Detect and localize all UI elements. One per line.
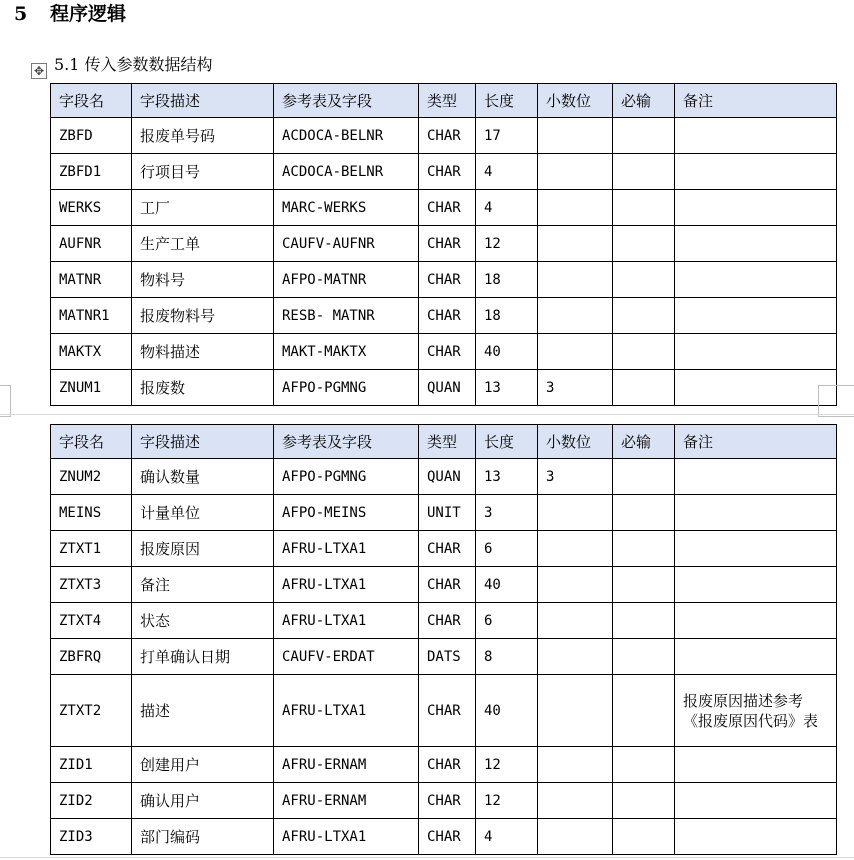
cell-remarks (675, 567, 837, 603)
cell-length: 3 (476, 495, 538, 531)
cell-required (613, 747, 675, 783)
table-header-row (51, 84, 837, 118)
cell-field-desc: 物料描述 (132, 334, 274, 370)
cell-required (613, 118, 675, 154)
params-table-part-2 (50, 424, 837, 855)
column-header-length: 长度 (476, 425, 538, 459)
cell-decimals (538, 190, 613, 226)
cell-decimals (538, 639, 613, 675)
cell-field-name: ZID1 (51, 747, 132, 783)
cell-remarks (675, 190, 837, 226)
cell-decimals (538, 567, 613, 603)
cell-decimals (538, 154, 613, 190)
cell-field-desc: 确认用户 (132, 783, 274, 819)
cell-ref-table-field: AFPO-MEINS (274, 495, 419, 531)
cell-length: 18 (476, 262, 538, 298)
cell-decimals (538, 334, 613, 370)
page-break (0, 857, 854, 858)
column-header-decimals: 小数位 (538, 425, 613, 459)
cell-required (613, 370, 675, 406)
cell-length: 4 (476, 190, 538, 226)
cell-field-desc: 报废数 (132, 370, 274, 406)
page-break (0, 414, 854, 415)
cell-type: CHAR (419, 531, 476, 567)
cell-length: 12 (476, 783, 538, 819)
cell-remarks (675, 334, 837, 370)
column-header-remarks: 备注 (675, 84, 837, 118)
cell-type: CHAR (419, 603, 476, 639)
section-heading (14, 0, 126, 28)
cell-field-name: ZTXT2 (51, 675, 132, 747)
cell-field-name: AUFNR (51, 226, 132, 262)
cell-type: CHAR (419, 783, 476, 819)
cell-length: 13 (476, 459, 538, 495)
cell-decimals (538, 118, 613, 154)
cell-field-desc: 报废原因 (132, 531, 274, 567)
cell-remarks (675, 226, 837, 262)
cell-length: 8 (476, 639, 538, 675)
cell-remarks: 报废原因描述参考《报废原因代码》表 (675, 675, 837, 747)
cell-required (613, 639, 675, 675)
cell-required (613, 783, 675, 819)
cell-type: CHAR (419, 819, 476, 855)
cell-remarks (675, 783, 837, 819)
cell-field-desc: 计量单位 (132, 495, 274, 531)
cell-decimals (538, 226, 613, 262)
cell-length: 13 (476, 370, 538, 406)
cell-length: 40 (476, 675, 538, 747)
cell-required (613, 262, 675, 298)
column-header-ref-table-field: 参考表及字段 (274, 425, 419, 459)
cell-required (613, 226, 675, 262)
cell-decimals (538, 819, 613, 855)
cell-remarks (675, 459, 837, 495)
cell-type: DATS (419, 639, 476, 675)
table-header-row (51, 425, 837, 459)
column-header-field-desc: 字段描述 (132, 425, 274, 459)
cell-field-desc: 生产工单 (132, 226, 274, 262)
cell-decimals (538, 675, 613, 747)
cell-ref-table-field: AFRU-LTXA1 (274, 531, 419, 567)
table-row (51, 370, 837, 406)
table-row (51, 819, 837, 855)
cell-required (613, 459, 675, 495)
cell-decimals (538, 531, 613, 567)
cell-field-name: ZBFD1 (51, 154, 132, 190)
table-row (51, 298, 837, 334)
cell-ref-table-field: CAUFV-ERDAT (274, 639, 419, 675)
cell-field-desc: 打单确认日期 (132, 639, 274, 675)
cell-field-name: ZTXT1 (51, 531, 132, 567)
cell-type: CHAR (419, 118, 476, 154)
cell-remarks (675, 298, 837, 334)
cell-field-desc: 状态 (132, 603, 274, 639)
cell-decimals (538, 495, 613, 531)
column-header-type: 类型 (419, 425, 476, 459)
cell-decimals (538, 298, 613, 334)
column-header-type: 类型 (419, 84, 476, 118)
cell-required (613, 495, 675, 531)
cell-field-name: MATNR1 (51, 298, 132, 334)
cell-field-name: ZNUM2 (51, 459, 132, 495)
cell-field-name: ZBFRQ (51, 639, 132, 675)
cell-type: CHAR (419, 567, 476, 603)
cell-field-name: ZNUM1 (51, 370, 132, 406)
cell-required (613, 190, 675, 226)
cell-field-name: ZID3 (51, 819, 132, 855)
cell-required (613, 154, 675, 190)
cell-field-desc: 工厂 (132, 190, 274, 226)
cell-length: 12 (476, 747, 538, 783)
cell-ref-table-field: AFRU-ERNAM (274, 747, 419, 783)
cell-length: 12 (476, 226, 538, 262)
table-row (51, 567, 837, 603)
cell-field-name: MATNR (51, 262, 132, 298)
cell-field-desc: 确认数量 (132, 459, 274, 495)
cell-ref-table-field: ACDOCA-BELNR (274, 118, 419, 154)
cell-remarks (675, 118, 837, 154)
cell-type: CHAR (419, 675, 476, 747)
cell-type: CHAR (419, 226, 476, 262)
table-row (51, 118, 837, 154)
cell-ref-table-field: MAKT-MAKTX (274, 334, 419, 370)
cell-type: UNIT (419, 495, 476, 531)
cell-ref-table-field: AFRU-LTXA1 (274, 675, 419, 747)
cell-decimals (538, 747, 613, 783)
cell-ref-table-field: CAUFV-AUFNR (274, 226, 419, 262)
cell-field-desc: 报废物料号 (132, 298, 274, 334)
cell-field-name: ZBFD (51, 118, 132, 154)
table-row (51, 459, 837, 495)
table-row (51, 226, 837, 262)
cell-field-name: ZTXT3 (51, 567, 132, 603)
column-header-field-name: 字段名 (51, 425, 132, 459)
cell-required (613, 675, 675, 747)
cell-remarks (675, 370, 837, 406)
cell-field-name: WERKS (51, 190, 132, 226)
cell-type: CHAR (419, 747, 476, 783)
cell-remarks (675, 262, 837, 298)
cell-required (613, 819, 675, 855)
cell-length: 6 (476, 603, 538, 639)
cell-field-desc: 物料号 (132, 262, 274, 298)
table-row (51, 495, 837, 531)
cell-ref-table-field: AFRU-LTXA1 (274, 567, 419, 603)
cell-ref-table-field: AFPO-PGMNG (274, 370, 419, 406)
cell-length: 17 (476, 118, 538, 154)
cell-field-name: MEINS (51, 495, 132, 531)
column-header-ref-table-field: 参考表及字段 (274, 84, 419, 118)
move-icon[interactable]: ✥ (31, 63, 47, 79)
cell-remarks (675, 639, 837, 675)
cell-remarks (675, 154, 837, 190)
cell-required (613, 603, 675, 639)
cell-ref-table-field: ACDOCA-BELNR (274, 154, 419, 190)
cell-required (613, 298, 675, 334)
cell-ref-table-field: AFRU-LTXA1 (274, 819, 419, 855)
cell-required (613, 334, 675, 370)
cell-field-desc: 报废单号码 (132, 118, 274, 154)
column-header-field-name: 字段名 (51, 84, 132, 118)
table-row (51, 747, 837, 783)
cell-type: CHAR (419, 334, 476, 370)
params-table-part-1 (50, 83, 837, 406)
cell-remarks (675, 747, 837, 783)
table-row (51, 190, 837, 226)
cell-required (613, 567, 675, 603)
section-title: 程序逻辑 (50, 3, 127, 25)
cell-ref-table-field: AFPO-PGMNG (274, 459, 419, 495)
column-header-required: 必输 (613, 84, 675, 118)
table-row (51, 154, 837, 190)
cell-field-desc: 备注 (132, 567, 274, 603)
cell-remarks (675, 819, 837, 855)
cell-decimals (538, 262, 613, 298)
cell-length: 40 (476, 334, 538, 370)
cell-length: 4 (476, 154, 538, 190)
cell-length: 18 (476, 298, 538, 334)
cell-type: CHAR (419, 298, 476, 334)
cell-type: CHAR (419, 154, 476, 190)
table-row (51, 675, 837, 747)
column-header-length: 长度 (476, 84, 538, 118)
column-header-field-desc: 字段描述 (132, 84, 274, 118)
crop-mark (0, 385, 11, 417)
table-row (51, 334, 837, 370)
cell-field-name: ZID2 (51, 783, 132, 819)
cell-ref-table-field: RESB- MATNR (274, 298, 419, 334)
cell-remarks (675, 603, 837, 639)
cell-field-desc: 部门编码 (132, 819, 274, 855)
cell-field-desc: 创建用户 (132, 747, 274, 783)
cell-remarks (675, 531, 837, 567)
cell-required (613, 531, 675, 567)
cell-type: QUAN (419, 370, 476, 406)
cell-decimals: 3 (538, 370, 613, 406)
cell-field-desc: 行项目号 (132, 154, 274, 190)
cell-length: 40 (476, 567, 538, 603)
cell-field-desc: 描述 (132, 675, 274, 747)
cell-field-name: MAKTX (51, 334, 132, 370)
cell-type: CHAR (419, 190, 476, 226)
table-row (51, 603, 837, 639)
cell-ref-table-field: AFPO-MATNR (274, 262, 419, 298)
column-header-decimals: 小数位 (538, 84, 613, 118)
table-row (51, 783, 837, 819)
cell-decimals (538, 783, 613, 819)
column-header-required: 必输 (613, 425, 675, 459)
cell-field-name: ZTXT4 (51, 603, 132, 639)
cell-length: 4 (476, 819, 538, 855)
cell-decimals (538, 603, 613, 639)
cell-length: 6 (476, 531, 538, 567)
table-row (51, 639, 837, 675)
section-number: 5 (14, 3, 28, 25)
cell-ref-table-field: MARC-WERKS (274, 190, 419, 226)
column-header-remarks: 备注 (675, 425, 837, 459)
cell-ref-table-field: AFRU-ERNAM (274, 783, 419, 819)
table-row (51, 262, 837, 298)
cell-type: QUAN (419, 459, 476, 495)
cell-ref-table-field: AFRU-LTXA1 (274, 603, 419, 639)
cell-remarks (675, 495, 837, 531)
cell-decimals: 3 (538, 459, 613, 495)
cell-type: CHAR (419, 262, 476, 298)
crop-mark (818, 385, 854, 417)
subsection-heading: 5.1 传入参数数据结构 (54, 55, 213, 74)
table-row (51, 531, 837, 567)
